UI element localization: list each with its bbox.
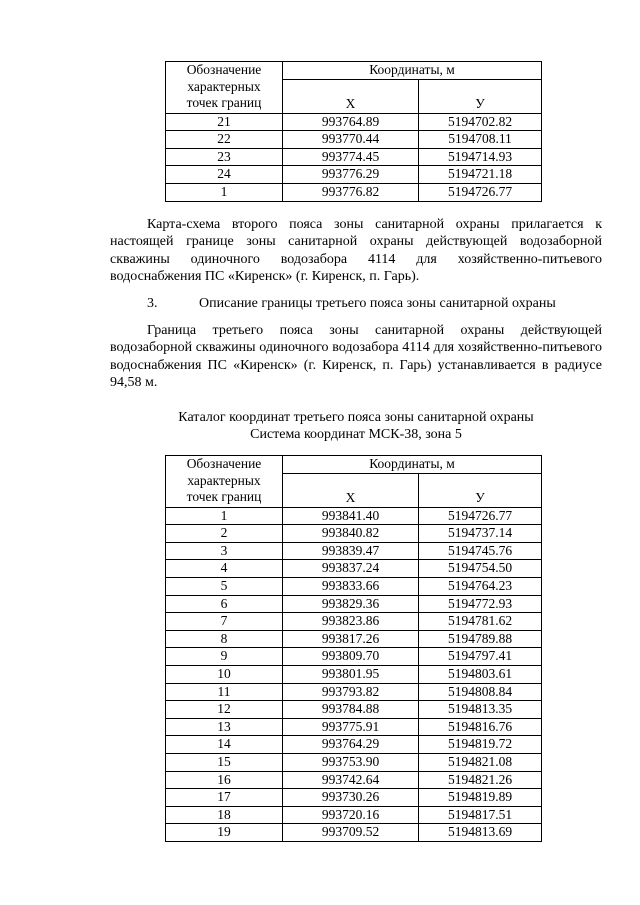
point-number-cell: 23 — [166, 148, 283, 166]
point-number-cell: 16 — [166, 771, 283, 789]
catalog-title-block — [110, 409, 602, 443]
point-number-cell: 11 — [166, 683, 283, 701]
x-coordinate-cell: 993776.29 — [283, 166, 419, 184]
x-coordinate-cell: 993742.64 — [283, 771, 419, 789]
y-coordinate-cell: 5194721.18 — [419, 166, 542, 184]
y-coordinate-cell: 5194816.76 — [419, 718, 542, 736]
y-coordinate-cell: 5194702.82 — [419, 113, 542, 131]
table-body — [166, 113, 542, 201]
x-column-header: X — [283, 473, 419, 507]
section-number: 3. — [147, 296, 158, 311]
table-row — [166, 113, 542, 131]
table-row — [166, 613, 542, 631]
table-row — [166, 683, 542, 701]
point-number-cell: 6 — [166, 595, 283, 613]
coordinates-header: Координаты, м — [283, 62, 542, 80]
section-title: Описание границы третьего пояса зоны санитарной охраны — [199, 296, 556, 311]
x-column-header: X — [283, 79, 419, 113]
point-number-cell: 12 — [166, 701, 283, 719]
table-row — [166, 560, 542, 578]
y-coordinate-cell: 5194813.69 — [419, 824, 542, 842]
point-number-cell: 17 — [166, 789, 283, 807]
point-label-header-line: Обозначение — [186, 62, 262, 77]
y-coordinate-cell: 5194754.50 — [419, 560, 542, 578]
point-number-cell: 13 — [166, 718, 283, 736]
section-heading — [147, 295, 627, 312]
map-scheme-paragraph: Карта-схема второго пояса зоны санитарной охраны прилагается к настоящей границе зоны санитарной охраны действующей водозаборной скважины одиночного водозабора 4114 для хозяйственно-питьевого водоснабжения ПС «Киренск» (г. Киренск, п. Гарь). — [110, 217, 602, 285]
y-coordinate-cell: 5194726.77 — [419, 507, 542, 525]
x-coordinate-cell: 993837.24 — [283, 560, 419, 578]
x-coordinate-cell: 993823.86 — [283, 613, 419, 631]
table-row — [166, 183, 542, 201]
point-number-cell: 14 — [166, 736, 283, 754]
third-belt-boundary-paragraph: Граница третьего пояса зоны санитарной охраны действующей водозаборной скважины одиночного водозабора 4114 для хозяйственно-питьевого водоснабжения ПС «Киренск» (г. Киренск, п. Гарь) устанавливается в радиусе 94,58 м. — [110, 323, 602, 391]
x-coordinate-cell: 993720.16 — [283, 806, 419, 824]
x-coordinate-cell: 993817.26 — [283, 630, 419, 648]
x-coordinate-cell: 993709.52 — [283, 824, 419, 842]
point-number-cell: 1 — [166, 183, 283, 201]
point-number-cell: 4 — [166, 560, 283, 578]
x-coordinate-cell: 993730.26 — [283, 789, 419, 807]
table-row — [166, 525, 542, 543]
table-row — [166, 665, 542, 683]
table-row — [166, 148, 542, 166]
point-number-cell: 2 — [166, 525, 283, 543]
table-row — [166, 753, 542, 771]
table-row — [166, 701, 542, 719]
y-coordinate-cell: 5194708.11 — [419, 131, 542, 149]
y-column-header: У — [419, 473, 542, 507]
x-coordinate-cell: 993774.45 — [283, 148, 419, 166]
coordinates-table-third-belt — [165, 455, 542, 842]
y-coordinate-cell: 5194726.77 — [419, 183, 542, 201]
point-label-header-line: точек границ — [186, 95, 262, 111]
table-row — [166, 648, 542, 666]
x-coordinate-cell: 993833.66 — [283, 577, 419, 595]
table-row — [166, 507, 542, 525]
y-coordinate-cell: 5194737.14 — [419, 525, 542, 543]
point-number-cell: 15 — [166, 753, 283, 771]
point-number-cell: 18 — [166, 806, 283, 824]
x-coordinate-cell: 993770.44 — [283, 131, 419, 149]
point-label-header-line: Обозначение — [186, 456, 262, 471]
y-coordinate-cell: 5194813.35 — [419, 701, 542, 719]
point-number-cell: 9 — [166, 648, 283, 666]
table-row — [166, 630, 542, 648]
point-label-header-line: характерных — [187, 472, 261, 488]
y-coordinate-cell: 5194772.93 — [419, 595, 542, 613]
x-coordinate-cell: 993784.88 — [283, 701, 419, 719]
point-number-cell: 10 — [166, 665, 283, 683]
table-row — [166, 789, 542, 807]
point-label-header — [166, 62, 283, 114]
point-label-header-line: точек границ — [186, 489, 262, 505]
catalog-title: Каталог координат третьего пояса зоны санитарной охраны — [178, 410, 534, 425]
x-coordinate-cell: 993764.89 — [283, 113, 419, 131]
x-coordinate-cell: 993840.82 — [283, 525, 419, 543]
point-label-header-line: характерных — [187, 78, 261, 94]
y-coordinate-cell: 5194764.23 — [419, 577, 542, 595]
y-coordinate-cell: 5194819.72 — [419, 736, 542, 754]
table-row — [166, 542, 542, 560]
y-column-header: У — [419, 79, 542, 113]
x-coordinate-cell: 993801.95 — [283, 665, 419, 683]
table-row — [166, 718, 542, 736]
point-number-cell: 24 — [166, 166, 283, 184]
point-number-cell: 22 — [166, 131, 283, 149]
x-coordinate-cell: 993764.29 — [283, 736, 419, 754]
table-row — [166, 595, 542, 613]
table-row — [166, 806, 542, 824]
table-body — [166, 507, 542, 841]
point-label-header — [166, 456, 283, 508]
x-coordinate-cell: 993841.40 — [283, 507, 419, 525]
table-row — [166, 166, 542, 184]
y-coordinate-cell: 5194819.89 — [419, 789, 542, 807]
y-coordinate-cell: 5194821.08 — [419, 753, 542, 771]
y-coordinate-cell: 5194797.41 — [419, 648, 542, 666]
point-number-cell: 21 — [166, 113, 283, 131]
x-coordinate-cell: 993775.91 — [283, 718, 419, 736]
coordinates-table-second-belt — [165, 61, 542, 202]
catalog-subtitle: Система координат МСК-38, зона 5 — [250, 427, 462, 442]
table-row — [166, 131, 542, 149]
x-coordinate-cell: 993753.90 — [283, 753, 419, 771]
point-number-cell: 19 — [166, 824, 283, 842]
table-row — [166, 736, 542, 754]
table-row — [166, 824, 542, 842]
x-coordinate-cell: 993776.82 — [283, 183, 419, 201]
point-number-cell: 7 — [166, 613, 283, 631]
point-number-cell: 8 — [166, 630, 283, 648]
y-coordinate-cell: 5194803.61 — [419, 665, 542, 683]
point-number-cell: 1 — [166, 507, 283, 525]
x-coordinate-cell: 993793.82 — [283, 683, 419, 701]
y-coordinate-cell: 5194781.62 — [419, 613, 542, 631]
table-row — [166, 577, 542, 595]
x-coordinate-cell: 993809.70 — [283, 648, 419, 666]
point-number-cell: 5 — [166, 577, 283, 595]
y-coordinate-cell: 5194789.88 — [419, 630, 542, 648]
y-coordinate-cell: 5194817.51 — [419, 806, 542, 824]
y-coordinate-cell: 5194714.93 — [419, 148, 542, 166]
x-coordinate-cell: 993839.47 — [283, 542, 419, 560]
y-coordinate-cell: 5194745.76 — [419, 542, 542, 560]
y-coordinate-cell: 5194808.84 — [419, 683, 542, 701]
point-number-cell: 3 — [166, 542, 283, 560]
coordinates-header: Координаты, м — [283, 456, 542, 474]
x-coordinate-cell: 993829.36 — [283, 595, 419, 613]
y-coordinate-cell: 5194821.26 — [419, 771, 542, 789]
table-row — [166, 771, 542, 789]
